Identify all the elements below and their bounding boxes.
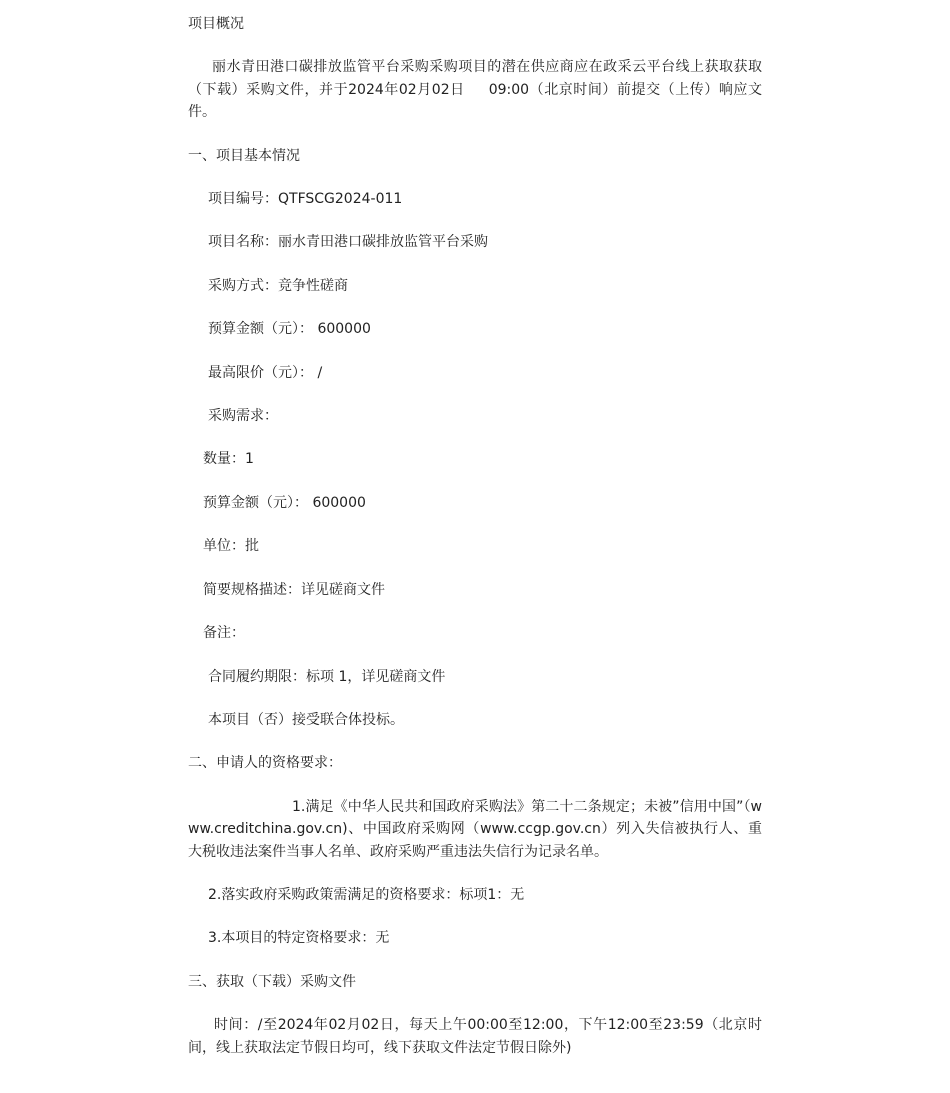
max-price: 最高限价（元）： / xyxy=(208,364,323,381)
overview-text: 丽水青田港口碳排放监管平台采购采购项目的潜在供应商应在政采云平台线上获取获取（下载）采购文件，并于2024年02月02日 xyxy=(188,59,762,98)
project-name: 项目名称：丽水青田港口碳排放监管平台采购 xyxy=(208,234,488,251)
overview-heading: 项目概况 xyxy=(188,16,244,32)
section3-title: 三、获取（下载）采购文件 xyxy=(188,973,356,990)
budget-amount: 预算金额（元）： 600000 xyxy=(208,321,371,338)
demand-label: 采购需求： xyxy=(208,408,278,425)
contract-period: 合同履约期限：标项 1，详见磋商文件 xyxy=(208,668,446,685)
requirement-2: 2.落实政府采购政策需满足的资格要求：标项1：无 xyxy=(208,886,525,903)
remark: 备注： xyxy=(203,625,245,642)
demand-budget: 预算金额（元）： 600000 xyxy=(203,494,366,511)
unit: 单位：批 xyxy=(203,538,259,555)
joint-bid: 本项目（否）接受联合体投标。 xyxy=(208,711,404,728)
requirement-1: 1.满足《中华人民共和国政府采购法》第二十二条规定；未被”信用中国”（www.creditchina.gov.cn)、中国政府采购网（www.ccgp.gov.cn）列入失信被执行人、重大税收违法案件当事人名单、政府采购严重违法失信行为记录名单。 xyxy=(188,798,762,860)
requirement-3: 3.本项目的特定资格要求：无 xyxy=(208,930,390,947)
quantity: 数量：1 xyxy=(203,451,254,468)
announcement-document xyxy=(188,13,762,1080)
section2-title: 二、申请人的资格要求： xyxy=(188,755,342,772)
procurement-method: 采购方式：竞争性磋商 xyxy=(208,277,348,294)
acquisition-time: 时间：/至2024年02月02日，每天上午00:00至12:00，下午12:00至23:59（北京时间，线上获取法定节假日均可，线下获取文件法定节假日除外) xyxy=(188,1017,762,1056)
overview-deadline: 09:00（北京时间）前提交（上传）响应文件。 xyxy=(188,81,762,121)
section1-title: 一、项目基本情况 xyxy=(188,147,300,164)
project-number: 项目编号：QTFSCG2024-011 xyxy=(208,191,403,208)
spec-description: 简要规格描述：详见磋商文件 xyxy=(203,581,385,598)
overview-paragraph xyxy=(188,56,762,123)
